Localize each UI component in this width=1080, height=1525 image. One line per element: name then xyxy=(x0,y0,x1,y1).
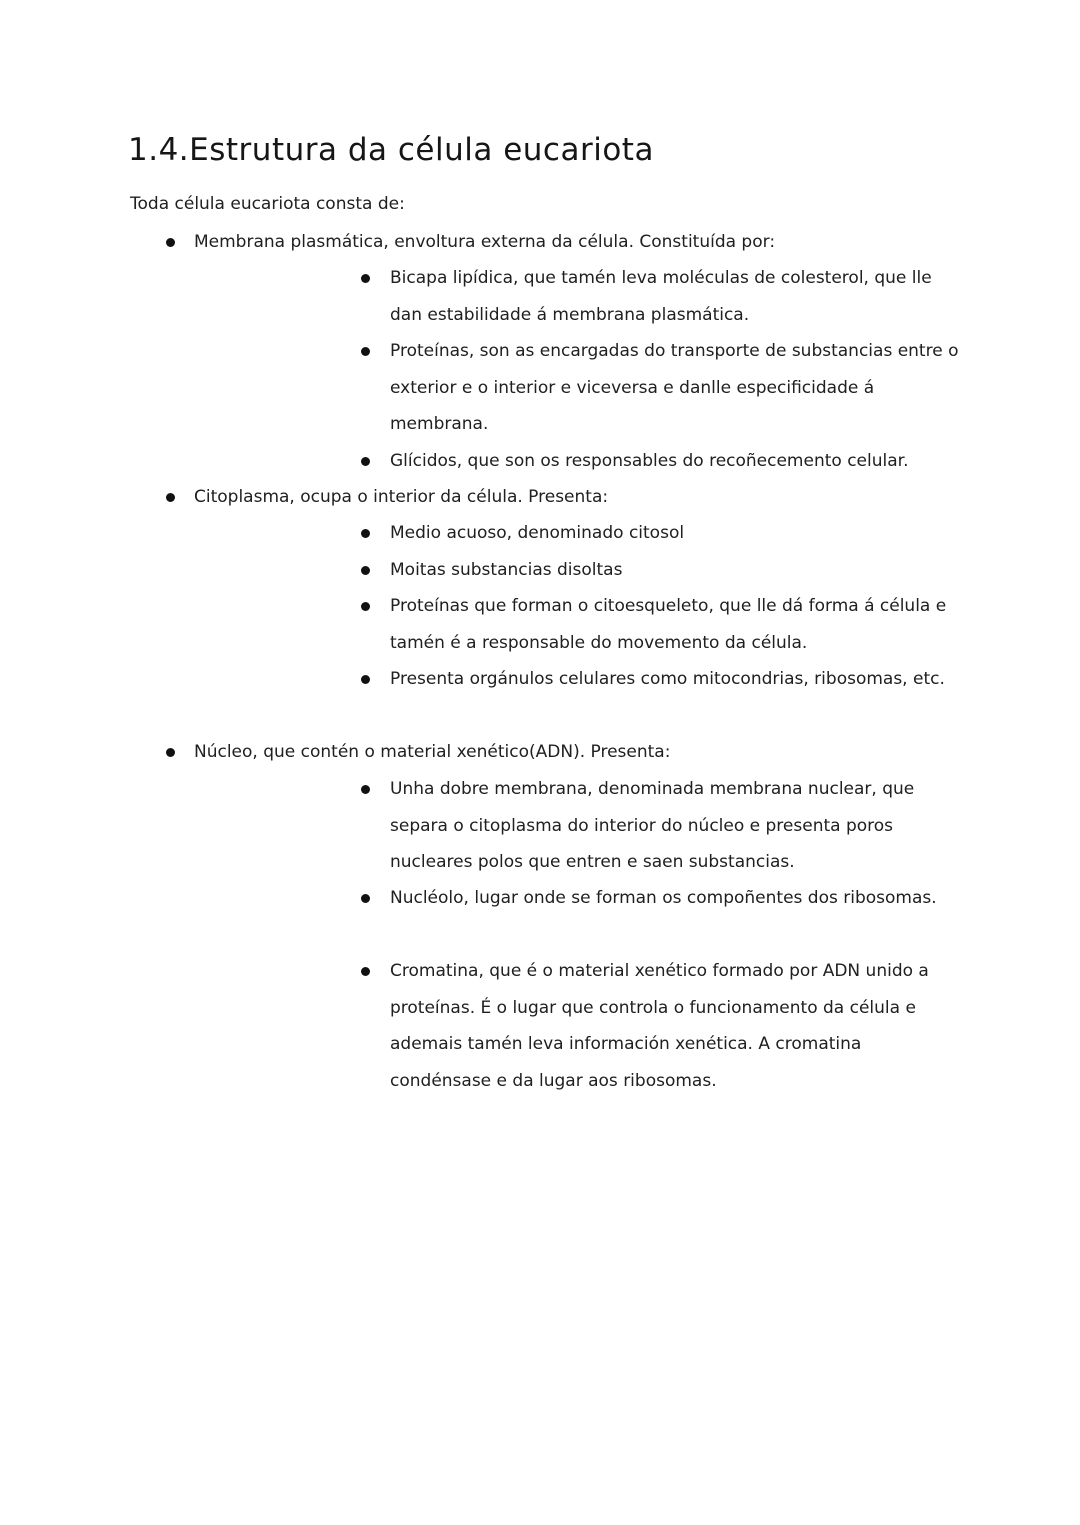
bullet-dot-icon xyxy=(166,493,175,502)
page-title: 1.4.Estrutura da célula eucariota xyxy=(128,132,654,168)
subitem-text: Proteínas que forman o citoesqueleto, que lle dá forma á célula e tamén é a responsable do movemento da célula. xyxy=(390,596,947,653)
intro-text: Toda célula eucariota consta de: xyxy=(130,194,405,214)
bullet-dot-icon xyxy=(361,529,370,538)
subitem-text: Presenta orgánulos celulares como mitocondrias, ribosomas, etc. xyxy=(390,669,945,689)
section-label: Citoplasma, ocupa o interior da célula. Presenta: xyxy=(194,487,609,507)
subitem-text: Unha dobre membrana, denominada membrana nuclear, que separa o citoplasma do interior do núcleo e presenta poros nucleares polos que entren e saen substancias. xyxy=(390,779,915,872)
bullet-dot-icon xyxy=(361,457,370,466)
subitem-text: Nucléolo, lugar onde se forman os compoñentes dos ribosomas. xyxy=(390,888,937,908)
section-label: Núcleo, que contén o material xenético(ADN). Presenta: xyxy=(194,742,671,762)
section-label: Membrana plasmática, envoltura externa da célula. Constituída por: xyxy=(194,232,776,252)
bullet-dot-icon xyxy=(361,785,370,794)
subitem-text: Proteínas, son as encargadas do transporte de substancias entre o exterior e o interior e viceversa e danlle especificidade á membrana. xyxy=(390,341,959,434)
subitem-text: Bicapa lipídica, que tamén leva moléculas de colesterol, que lle dan estabilidade á membrana plasmática. xyxy=(390,268,932,325)
subitem-text: Medio acuoso, denominado citosol xyxy=(390,523,685,543)
subitem-text: Cromatina, que é o material xenético formado por ADN unido a proteínas. É o lugar que controla o funcionamento da célula e ademais tamén leva información xenética. A cromatina condénsase e da lugar aos ribosomas. xyxy=(390,961,929,1091)
subitem-text: Glícidos, que son os responsables do recoñecemento celular. xyxy=(390,451,909,471)
subitem-text: Moitas substancias disoltas xyxy=(390,560,623,580)
bullet-dot-icon xyxy=(361,602,370,611)
bullet-dot-icon xyxy=(361,675,370,684)
bullet-dot-icon xyxy=(361,566,370,575)
bullet-dot-icon xyxy=(361,347,370,356)
bullet-dot-icon xyxy=(166,748,175,757)
bullet-dot-icon xyxy=(361,967,370,976)
bullet-dot-icon xyxy=(361,274,370,283)
bullet-dot-icon xyxy=(166,238,175,247)
bullet-dot-icon xyxy=(361,894,370,903)
